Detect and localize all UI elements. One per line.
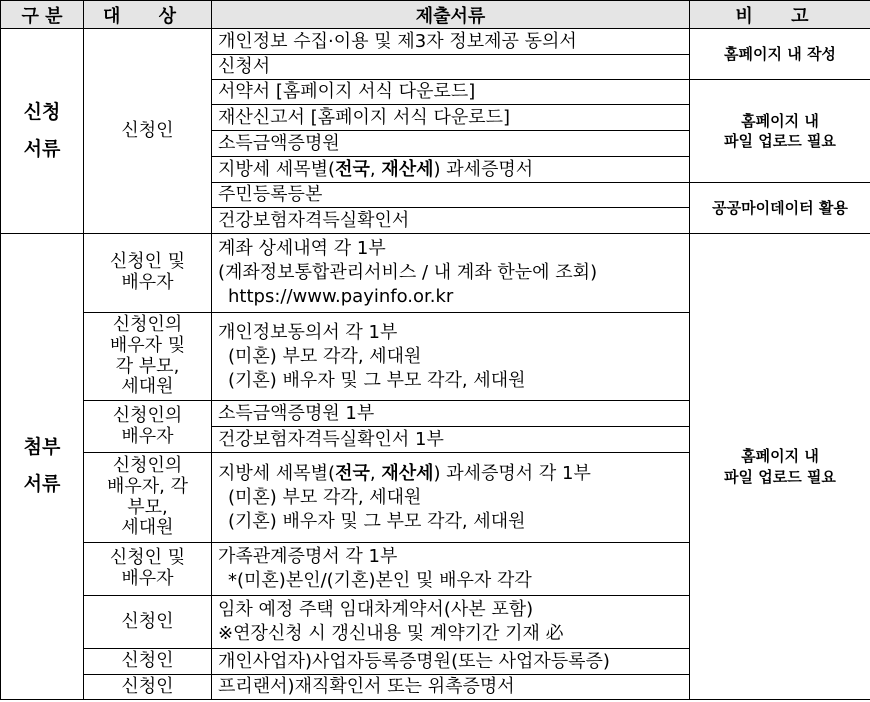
target-applicant-and-spouse: 신청인 및 배우자 (84, 234, 212, 313)
doc-spouse-income-insurance: 소득금액증명원 1부 건강보험자격득실확인서 1부 (212, 401, 690, 453)
table-row (1, 234, 870, 313)
note-upload-required-attachments: 홈페이지 내 파일 업로드 필요 (690, 234, 870, 700)
note-public-mydata: 공공마이데이터 활용 (690, 183, 870, 234)
table-row (1, 29, 870, 55)
target-spouse: 신청인의 배우자 (84, 401, 212, 453)
header-documents: 제출서류 (212, 1, 690, 29)
header-row (1, 1, 870, 29)
doc-business-registration: 개인사업자)사업자등록증명원(또는 사업자등록증) (212, 649, 690, 675)
category-application: 신청 서류 (1, 29, 84, 234)
target-spouse-parents-household-2: 신청인의 배우자, 각 부모, 세대원 (84, 453, 212, 543)
doc-family-relation: 가족관계증명서 각 1부 *(미혼)본인/(기혼)본인 및 배우자 각각 (212, 543, 690, 596)
doc-application-form: 신청서 (212, 55, 690, 80)
payinfo-url: https://www.payinfo.or.kr (228, 286, 454, 307)
doc-consent-form: 개인정보 수집·이용 및 제3자 정보제공 동의서 (212, 29, 690, 55)
target-applicant: 신청인 (84, 29, 212, 234)
doc-lease-contract: 임차 예정 주택 임대차계약서(사본 포함) ※연장신청 시 갱신내용 및 계약기간 기재 必 (212, 596, 690, 649)
target-applicant-lease: 신청인 (84, 596, 212, 649)
target-applicant-and-spouse-2: 신청인 및 배우자 (84, 543, 212, 596)
doc-resident-registration: 주민등록등본 (212, 183, 690, 208)
doc-local-tax-certificate: 지방세 세목별(전국, 재산세) 과세증명서 (212, 157, 690, 183)
target-applicant-freelancer: 신청인 (84, 675, 212, 700)
header-target: 대 상 (84, 1, 212, 29)
note-website-write: 홈페이지 내 작성 (690, 29, 870, 80)
doc-health-insurance: 건강보험자격득실확인서 (212, 208, 690, 234)
doc-local-tax-each: 지방세 세목별(전국, 재산세) 과세증명서 각 1부 (미혼) 부모 각각, 세대원 (기혼) 배우자 및 그 부모 각각, 세대원 (212, 453, 690, 543)
doc-income-certificate: 소득금액증명원 (212, 131, 690, 157)
doc-pledge: 서약서 [홈페이지 서식 다운로드] (212, 80, 690, 105)
header-category: 구 분 (1, 1, 84, 29)
doc-freelancer-certificate: 프리랜서)재직확인서 또는 위촉증명서 (212, 675, 690, 700)
target-spouse-parents-household: 신청인의 배우자 및 각 부모, 세대원 (84, 313, 212, 401)
header-note: 비 고 (690, 1, 870, 29)
doc-property-report: 재산신고서 [홈페이지 서식 다운로드] (212, 105, 690, 131)
category-attachments: 첨부 서류 (1, 234, 84, 700)
note-upload-required: 홈페이지 내 파일 업로드 필요 (690, 80, 870, 183)
doc-account-statement: 계좌 상세내역 각 1부 (계좌정보통합관리서비스 / 내 계좌 한눈에 조회) https://www.payinfo.or.kr (212, 234, 690, 313)
target-applicant-business: 신청인 (84, 649, 212, 675)
doc-privacy-consent: 개인정보동의서 각 1부 (미혼) 부모 각각, 세대원 (기혼) 배우자 및 그 부모 각각, 세대원 (212, 313, 690, 401)
